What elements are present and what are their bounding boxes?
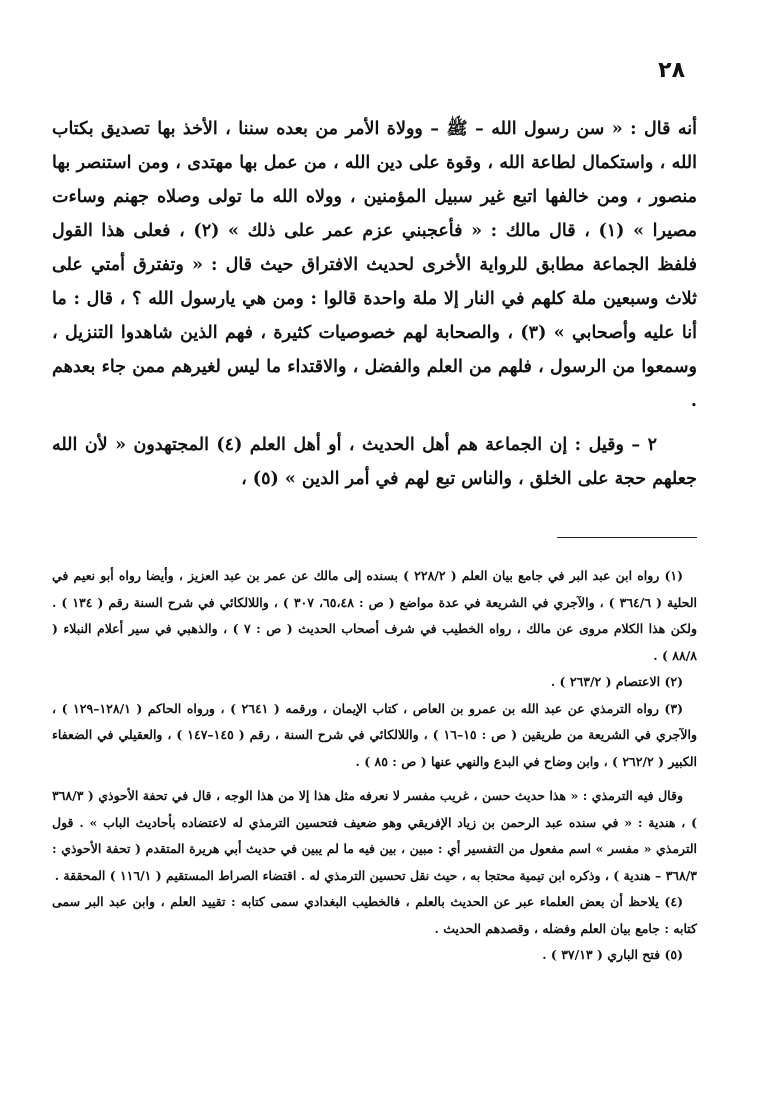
- footnote-3-continued: وقال فيه الترمذي : « هذا حديث حسن ، غريب مفسر لا نعرفه مثل هذا إلا من هذا الوجه ، قال في تحفة الأحوذي ( ٣٦٨/٣ ) ، هندية : « في سنده عبد الرحمن بن زياد الإفريقي وهو ضعيف فتحسين الترمذي له لاعتضاده بأحاديث الباب » . قول الترمذي « مفسر » اسم مفعول من التفسير أي : مبين ، بين فيه ما لم يبين في حديث أبي هريرة المتقدم ( تحفة الأحوذي : ٣٦٨/٣ – هندية ) ، وذكره ابن تيمية محتجا به ، حيث نقل تحسين الترمذي له . اقتضاء الصراط المستقيم ( ١١٦/١ ) المحققة .: [52, 788, 697, 883]
- paragraph: ٢ – وقيل : إن الجماعة هم أهل الحديث ، أو أهل العلم (٤) المجتهدون « لأن الله جعلهم حجة على الخلق ، والناس تبع لهم في أمر الدين » (٥) ،: [52, 435, 697, 489]
- paragraph: أنه قال : « سن رسول الله – ﷺ – وولاة الأمر من بعده سننا ، الأخذ بها تصديق بكتاب الله ، واستكمال لطاعة الله ، وقوة على دين الله ، من عمل بها مهتدى ، ومن استنصر بها منصور ، ومن خالفها اتبع غير سبيل المؤمنين ، وولاه الله ما تولى وصلاه جهنم وساءت مصيرا » (١) ، قال مالك : « فأعجبني عزم عمر على ذلك » (٢) ، فعلى هذا القول فلفظ الجماعة مطابق للرواية الأخرى لحديث الافتراق حيث قال : « وتفترق أمتي على ثلاث وسبعين ملة كلهم في النار إلا ملة واحدة قالوا : ومن هي يارسول الله ؟ ، قال : ما أنا عليه وأصحابي » (٣) ، والصحابة لهم خصوصيات كثيرة ، فهم الذين شاهدوا التنزيل ، وسمعوا من الرسول ، فلهم من العلم والفضل ، والاقتداء ما ليس لغيرهم ممن جاء بعدهم .: [52, 119, 697, 411]
- main-text: [52, 112, 697, 496]
- footnote-divider: [557, 537, 697, 538]
- footnote-3: (٣) رواه الترمذي عن عبد الله بن عمرو بن العاص ، كتاب الإيمان ، ورقمه ( ٢٦٤١ ) ، ورواه الحاكم ( ١٢٨/١–١٢٩ ) ، والآجري في الشريعة من طريقين ( ص : ١٥–١٦ ) ، واللالكائي في شرح السنة ، رقم ( ١٤٥–١٤٧ ) ، والعقيلي في الضعفاء الكبير ( ٢٦٢/٢ ) ، وابن وضاح في البدع والنهي عنها ( ص : ٨٥ ) .: [52, 700, 697, 769]
- footnote-2: (٢) الاعتصام ( ٢٦٣/٢ ) .: [550, 674, 683, 689]
- footnote-4: (٤) يلاحظ أن بعض العلماء عبر عن الحديث بالعلم ، فالخطيب البغدادي سمى كتابه : تقييد العلم ، وابن عبد البر سمى كتابه : جامع بيان العلم وفضله ، وقصدهم الحديث .: [52, 894, 697, 936]
- footnote-1: (١) رواه ابن عبد البر في جامع بيان العلم ( ٢٢٨/٢ ) بسنده إلى مالك عن عمر بن عبد العزيز ، وأيضا رواه أبو نعيم في الحلية ( ٣٦٤/٦ ) ، والآجري في الشريعة في عدة مواضع ( ص : ٦٥،٤٨، ٣٠٧ ) ، واللالكائي في شرح السنة رقم ( ١٣٤ ) . ولكن هذا الكلام مروى عن مالك ، رواه الخطيب في شرف أصحاب الحديث ( ص : ٧ ) ، والذهبي في سير أعلام النبلاء ( ٨٨/٨ ) .: [52, 568, 697, 663]
- footnote-5: (٥) فتح الباري ( ٣٧/١٣ ) .: [542, 947, 683, 962]
- page-number: ٢٨: [658, 58, 685, 83]
- footnotes: [52, 563, 697, 969]
